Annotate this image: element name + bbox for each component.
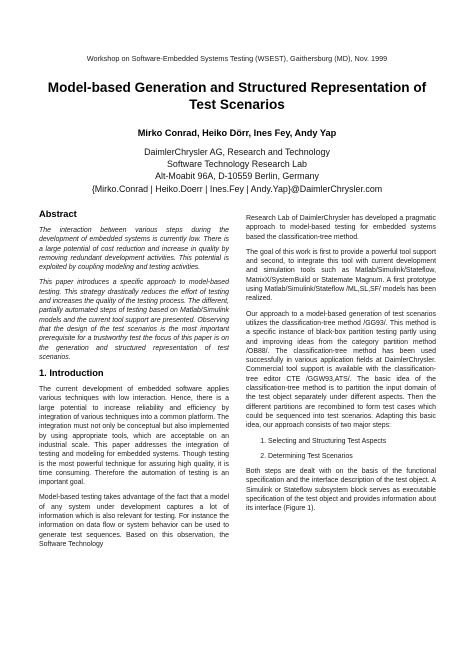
approach-step-2: 2. Determining Test Scenarios <box>268 452 436 461</box>
intro-paragraph-1: The current development of embedded software applies various techniques with low interaction. Hence, there is a large potential to increase reliability and efficiency by integration of various techniques into a common platform. The integration must not only be conceptual but also implemented by using appropriate tools, which are acceptable on an industrial scale. This paper addresses the integration of testing and modeling for embedded systems. Though testing is the most powerful technique for assuring high quality, it is time consuming. Therefore the automation of testing is an important goal. <box>39 386 229 487</box>
abstract-paragraph-1: The interaction between various steps during the development of embedded systems is currently low. There is a large potential of cost reduction and increase in quality by removing redundant development activities. This potential is exploited by coupling modeling and testing activities. <box>39 227 229 272</box>
affiliation <box>0 146 474 183</box>
author-emails: {Mirko.Conrad | Heiko.Doerr | Ines.Fey | Andy.Yap}@DaimlerChrysler.com <box>91 184 383 194</box>
approach-steps-list <box>246 437 436 462</box>
paper-title <box>40 79 434 113</box>
introduction-heading: 1. Introduction <box>39 368 104 379</box>
right-paragraph-3: Our approach to a model-based generation of test scenarios utilizes the classification-tree method /GG93/. This method is a specific instance of black-box partition testing partly using and improving ideas from the category partition method /OB88/. The classification-tree method has been used successfully in various application fields at DaimlerChrysler. Commercial tool support is available with the classification-tree editor CTE /GGW93,ATS/. The basic idea of the classification-tree method is to partition the input domain of the test object separately under different aspects. Then the different partitions are recombined to form test cases which could be sequenced into test scenarios. Adapting this basic idea, our approach consists of two major steps: <box>246 310 436 430</box>
author-list: Mirko Conrad, Heiko Dörr, Ines Fey, Andy Yap <box>137 128 337 138</box>
right-paragraph-2: The goal of this work is first to provide a powerful tool support and second, to integrate this tool with current development and simulation tools such as Matlab/Simulink/Stateflow, MatrixX/SystemBuild or Statemate Magnum. A first prototype using Matlab/Simulink/Stateflow /ML,SL,SF/ models has been realized. <box>246 248 436 303</box>
abstract-heading: Abstract <box>39 209 77 219</box>
title-line-2: Test Scenarios <box>189 97 285 112</box>
left-column <box>39 209 229 555</box>
intro-paragraph-2: Model-based testing takes advantage of the fact that a model of any system under development captures a lot of information which is also relevant for testing. For instance the information on data flow or system behavior can be used to generate test sequences. Based on this observation, the Software Technology <box>39 494 229 548</box>
right-paragraph-1: Research Lab of DaimlerChrysler has developed a pragmatic approach to model-based testing for embedded systems based the classification-tree method. <box>246 215 436 241</box>
abstract-paragraph-2: This paper introduces a specific approach to model-based testing. This strategy drastically reduces the effort of testing and increases the quality of the testing process. The different, partially automated steps of testing based on Matlab/Simulink models and the current tool support are presented. Observing that the design of the test scenarios is the most important prerequisite for a trustworthy test the focus of this paper is on the generation and structured representation of test scenarios. <box>39 279 229 361</box>
title-line-1: Model-based Generation and Structured Representation of <box>47 80 427 95</box>
workshop-header: Workshop on Software-Embedded Systems Testing (WSEST), Gaithersburg (MD), Nov. 1999 <box>86 54 388 63</box>
affiliation-line-1: DaimlerChrysler AG, Research and Technology <box>144 147 330 157</box>
affiliation-line-3: Alt-Moabit 96A, D-10559 Berlin, Germany <box>155 171 319 182</box>
right-column <box>246 214 436 520</box>
approach-step-1: 1. Selecting and Structuring Test Aspects <box>268 437 436 446</box>
right-paragraph-closing: Both steps are dealt with on the basis of the functional specification and the interface description of the test object. A Simulink or Stateflow subsystem block serves as executable specification of the test object and provides information about its interface (Figure 1). <box>246 468 436 513</box>
affiliation-line-2: Software Technology Research Lab <box>167 159 307 170</box>
